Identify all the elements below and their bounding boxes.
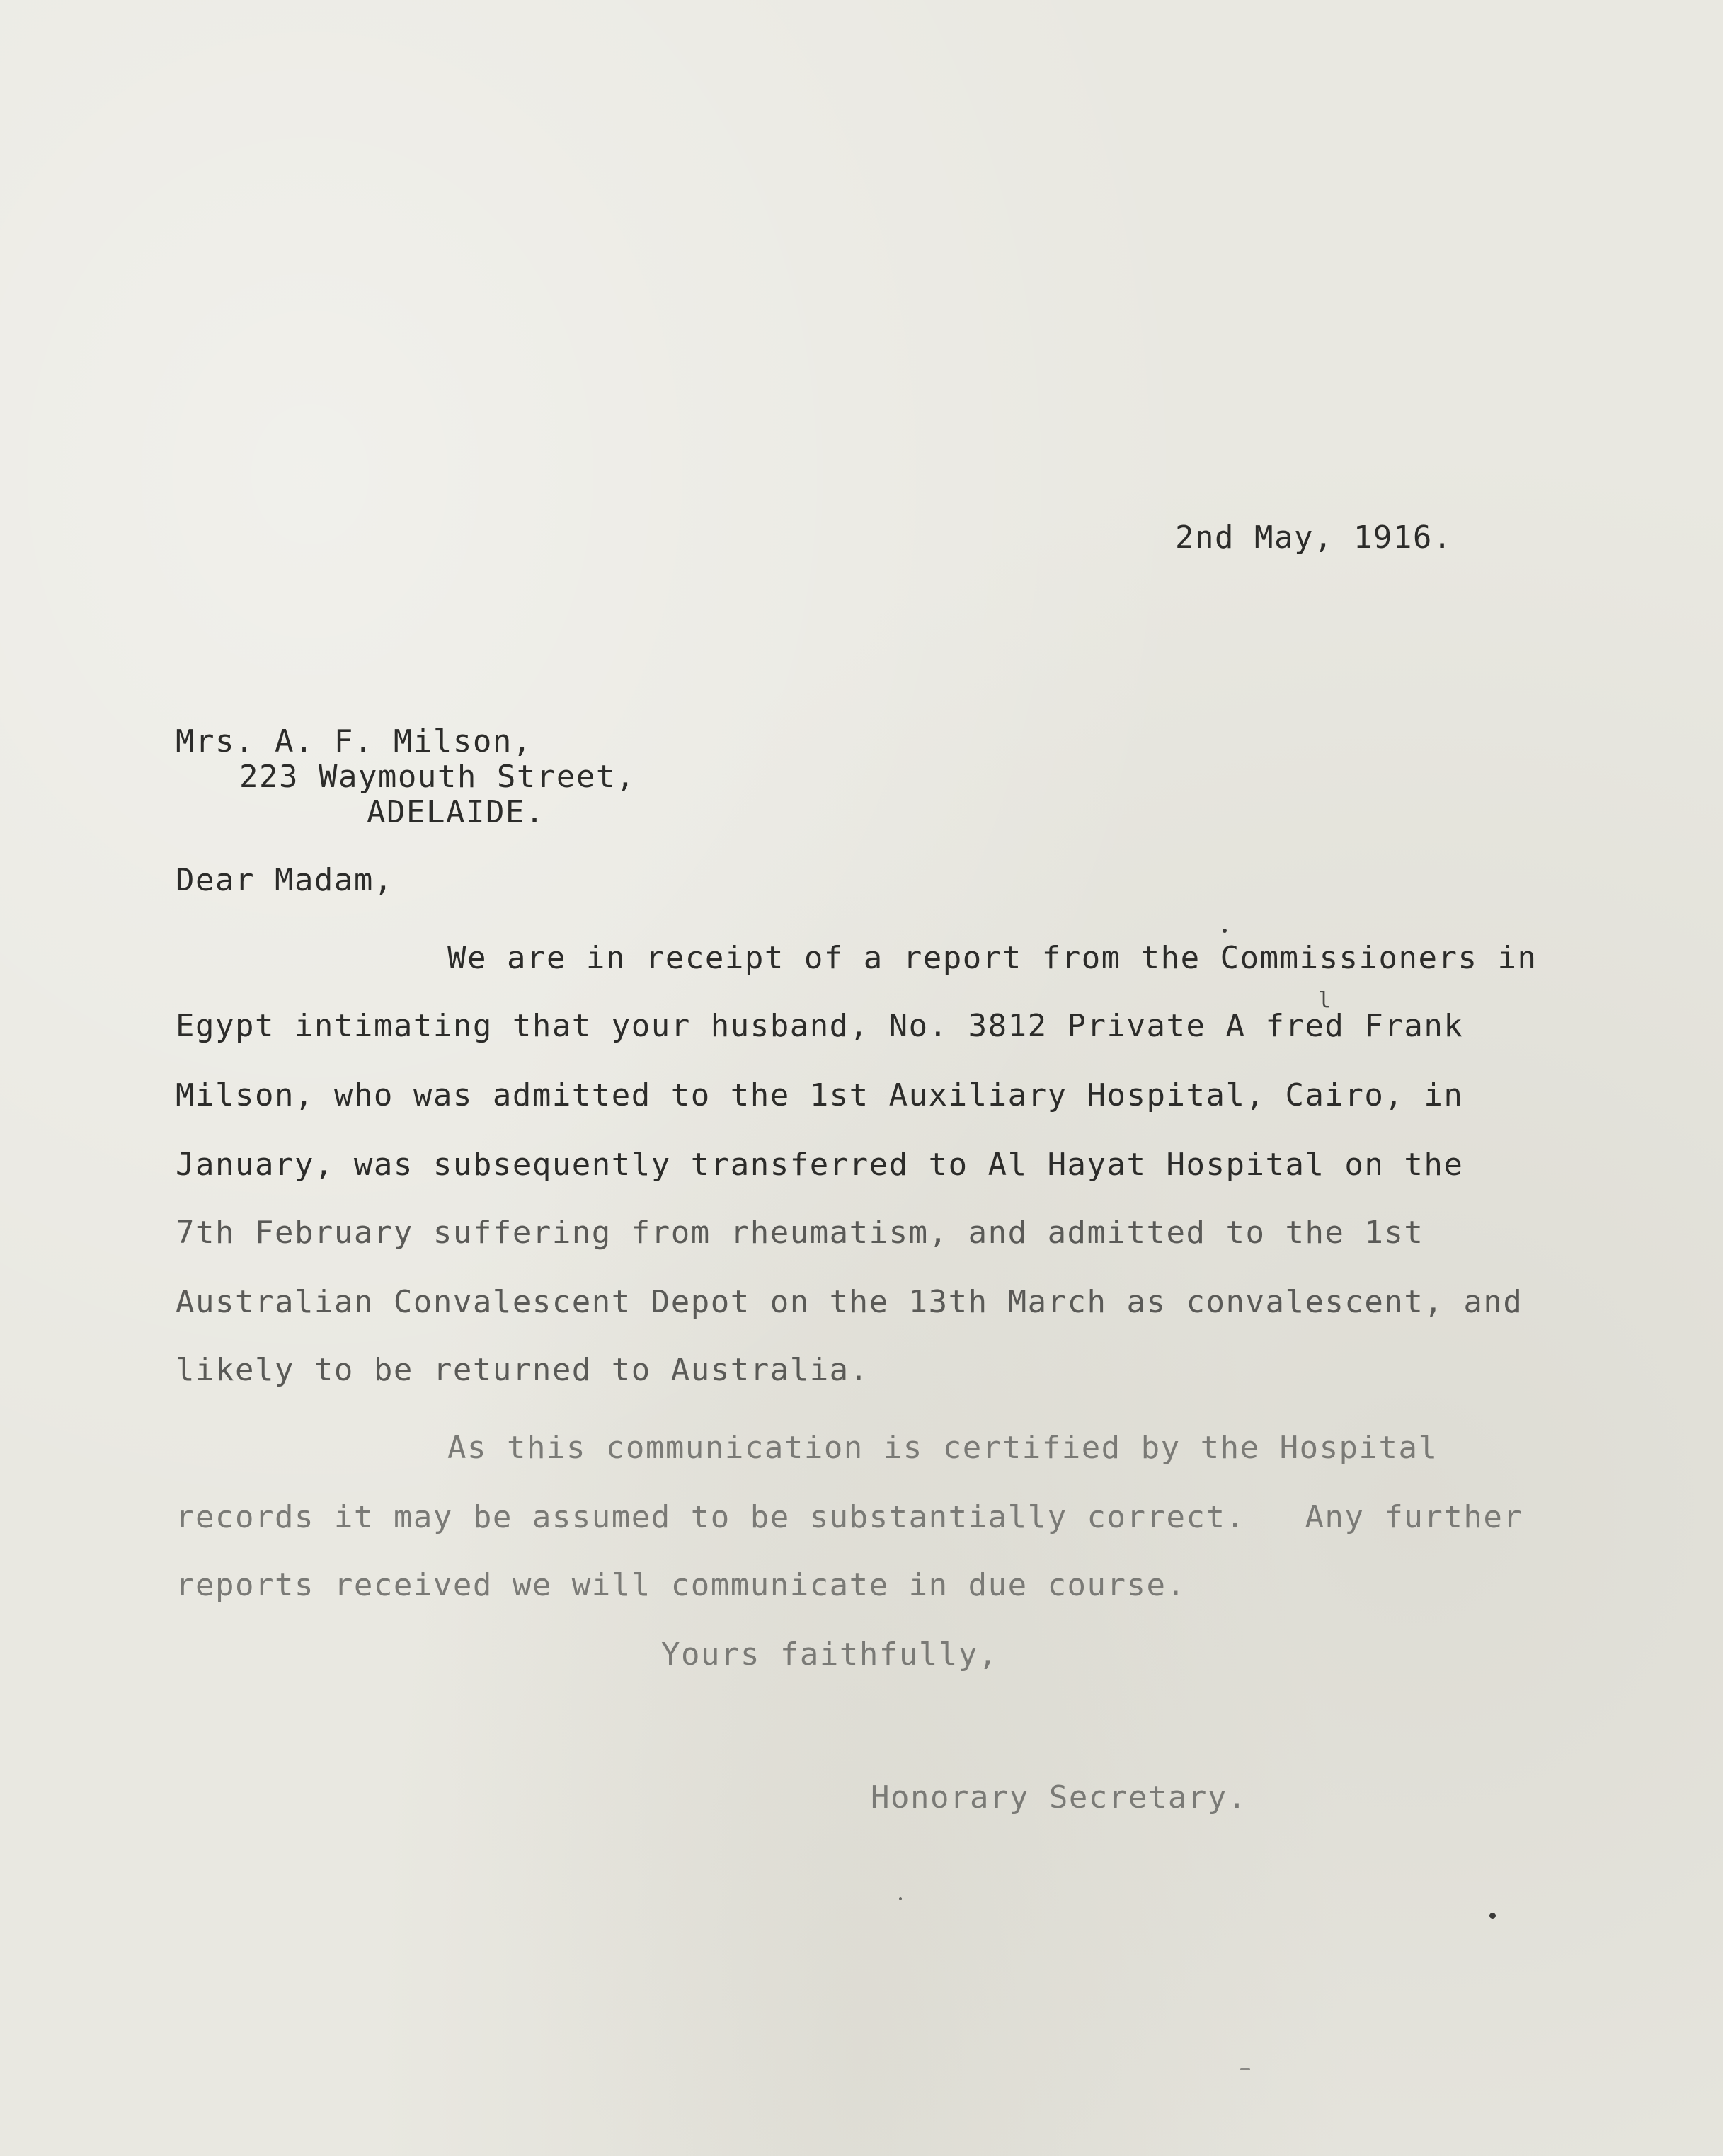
salutation: Dear Madam,: [176, 862, 394, 898]
paragraph1-line-5: 7th February suffering from rheumatism, and admitted to the 1st: [176, 1215, 1424, 1251]
paragraph1-line-3: Milson, who was admitted to the 1st Auxiliary Hospital, Cairo, in: [176, 1077, 1464, 1113]
recipient-name: Mrs. A. F. Milson,: [176, 723, 532, 759]
closing: Yours faithfully,: [661, 1636, 998, 1673]
paragraph1-line-7: likely to be returned to Australia.: [176, 1352, 869, 1388]
paragraph2-line-3: reports received we will communicate in due course.: [176, 1567, 1186, 1603]
recipient-street: 223 Waymouth Street,: [239, 759, 636, 795]
paragraph1-line-2: Egypt intimating that your husband, No. 3812 Private A fred Frank: [176, 1008, 1464, 1044]
ink-speck: [1489, 1913, 1496, 1919]
paragraph1-line-1: We are in receipt of a report from the Commissioners in: [447, 940, 1538, 976]
paragraph2-line-1: As this communication is certified by the Hospital: [447, 1430, 1438, 1466]
ink-speck: [1223, 929, 1227, 933]
paragraph2-line-2: records it may be assumed to be substantially correct. Any further: [176, 1499, 1523, 1535]
ink-speck: [1240, 2068, 1250, 2070]
letter-date: 2nd May, 1916.: [1175, 520, 1453, 556]
recipient-city: ADELAIDE.: [367, 794, 545, 830]
paragraph1-line-6: Australian Convalescent Depot on the 13th March as convalescent, and: [176, 1284, 1523, 1320]
paragraph1-line-4: January, was subsequently transferred to Al Hayat Hospital on the: [176, 1147, 1464, 1183]
ink-speck: [899, 1897, 902, 1900]
handwritten-correction: l: [1318, 988, 1332, 1013]
signature-title: Honorary Secretary.: [871, 1779, 1247, 1816]
